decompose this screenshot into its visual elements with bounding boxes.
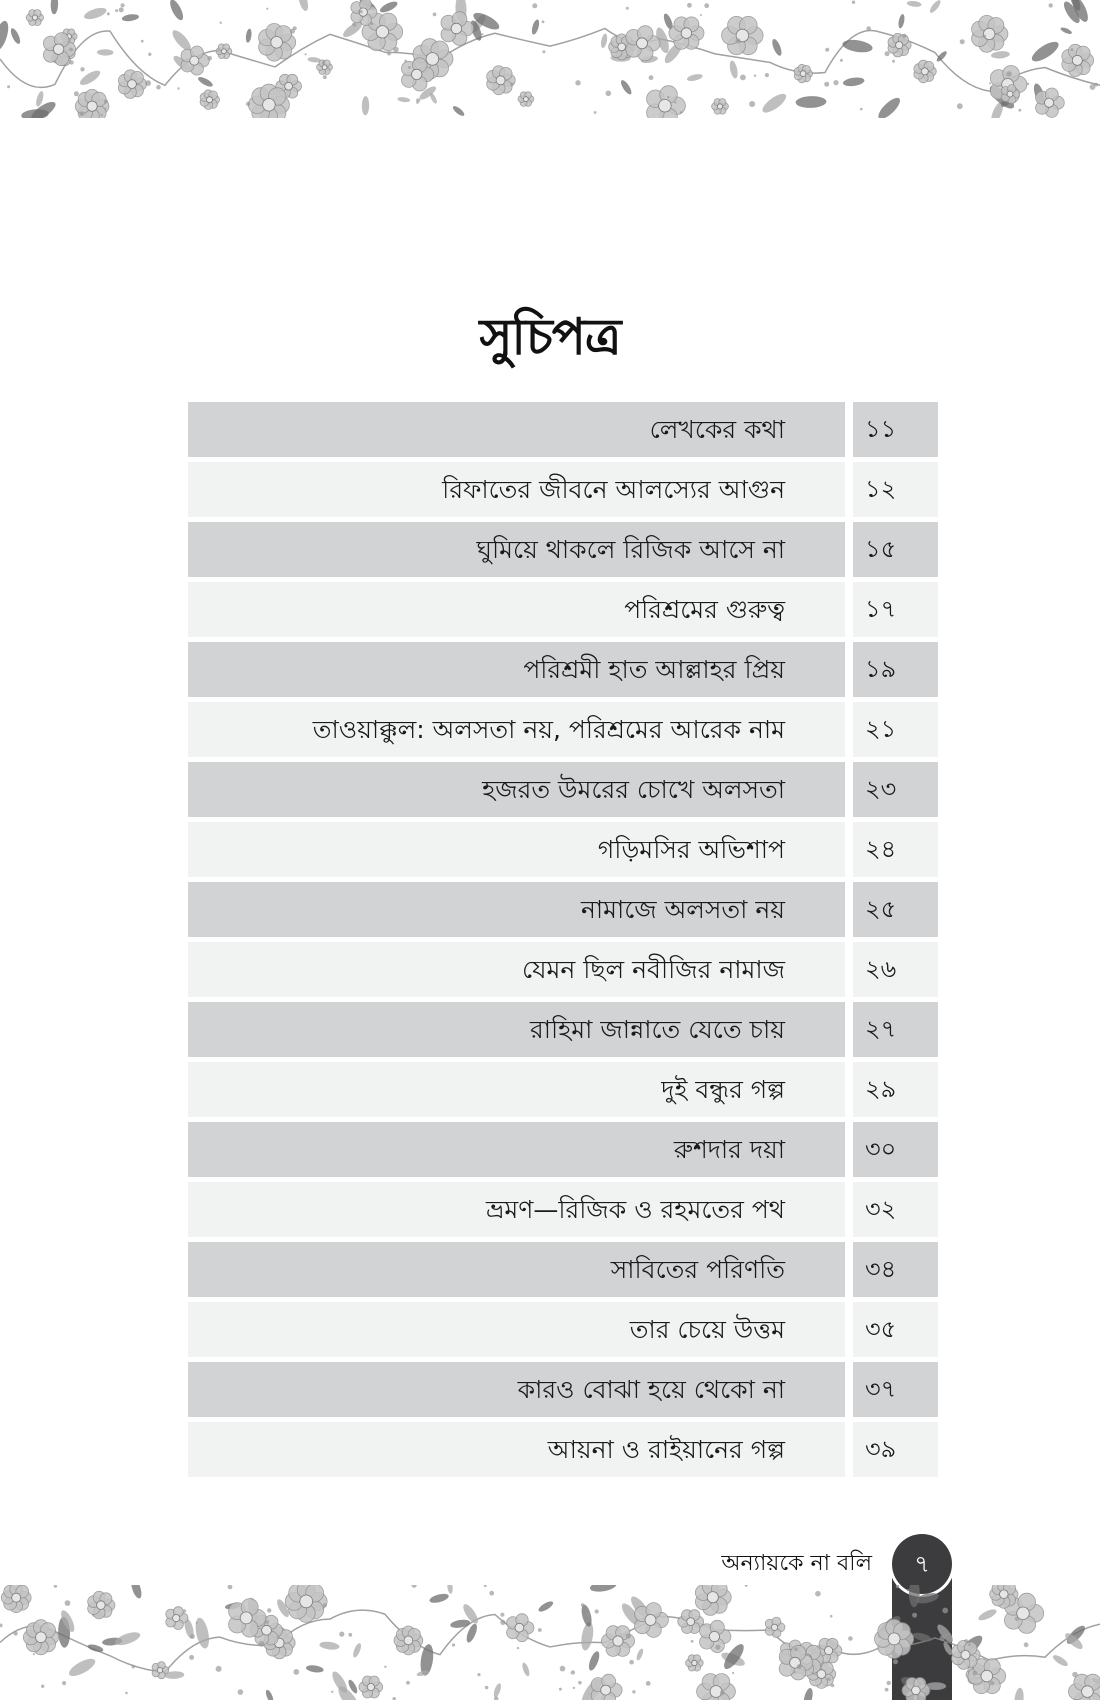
toc-entry-title: হজরত উমরের চোখে অলসতা (188, 762, 845, 817)
toc-row (188, 522, 938, 577)
toc-entry-page: ২৯ (853, 1062, 938, 1117)
toc-entry-title: পরিশ্রমী হাত আল্লাহর প্রিয় (188, 642, 845, 697)
toc-entry-page: ২৩ (853, 762, 938, 817)
toc-entry-title: তাওয়াক্কুল: অলসতা নয়, পরিশ্রমের আরেক নাম (188, 702, 845, 757)
toc-entry-page: ১৭ (853, 582, 938, 637)
toc-entry-title: কারও বোঝা হয়ে থেকো না (188, 1362, 845, 1417)
toc-row (188, 942, 938, 997)
toc-row (188, 582, 938, 637)
toc-entry-page: ৩৯ (853, 1422, 938, 1477)
toc-entry-page: ৩৫ (853, 1302, 938, 1357)
toc-entry-page: ২৪ (853, 822, 938, 877)
toc-entry-title: ভ্রমণ—রিজিক ও রহমতের পথ (188, 1182, 845, 1237)
toc-entry-page: ২৫ (853, 882, 938, 937)
toc-entry-title: তার চেয়ে উত্তম (188, 1302, 845, 1357)
toc-entry-page: ৩৪ (853, 1242, 938, 1297)
toc-row (188, 1422, 938, 1477)
toc-row (188, 1302, 938, 1357)
toc-entry-page: ৩০ (853, 1122, 938, 1177)
toc-entry-title: গড়িমসির অভিশাপ (188, 822, 845, 877)
toc-row (188, 1362, 938, 1417)
toc-entry-page: ২৭ (853, 1002, 938, 1057)
toc-entry-title: পরিশ্রমের গুরুত্ব (188, 582, 845, 637)
top-floral-border (0, 0, 1100, 118)
toc-entry-title: যেমন ছিল নবীজির নামাজ (188, 942, 845, 997)
toc-row (188, 462, 938, 517)
toc-row (188, 762, 938, 817)
toc-entry-page: ২১ (853, 702, 938, 757)
toc-entry-page: ১৫ (853, 522, 938, 577)
footer-book-title: অন্যায়কে না বলি (721, 1551, 872, 1576)
toc-entry-title: রিফাতের জীবনে আলস্যের আগুন (188, 462, 845, 517)
toc-row (188, 642, 938, 697)
page-title: সুচিপত্র (479, 307, 621, 366)
toc-row (188, 1242, 938, 1297)
toc-entry-page: ৩৭ (853, 1362, 938, 1417)
page-number: ৭ (892, 1534, 952, 1594)
toc-entry-title: দুই বন্ধুর গল্প (188, 1062, 845, 1117)
table-of-contents (188, 402, 938, 1482)
toc-row (188, 1122, 938, 1177)
toc-row (188, 1002, 938, 1057)
bottom-floral-border (0, 1585, 1100, 1700)
toc-entry-page: ১২ (853, 462, 938, 517)
toc-row (188, 1062, 938, 1117)
toc-row (188, 822, 938, 877)
toc-row (188, 402, 938, 457)
toc-entry-title: রাহিমা জান্নাতে যেতে চায় (188, 1002, 845, 1057)
toc-row (188, 882, 938, 937)
toc-entry-title: নামাজে অলসতা নয় (188, 882, 845, 937)
toc-row (188, 1182, 938, 1237)
toc-entry-title: সাবিতের পরিণতি (188, 1242, 845, 1297)
toc-entry-page: ১১ (853, 402, 938, 457)
toc-entry-title: ঘুমিয়ে থাকলে রিজিক আসে না (188, 522, 845, 577)
toc-entry-page: ২৬ (853, 942, 938, 997)
toc-row (188, 702, 938, 757)
toc-entry-title: লেখকের কথা (188, 402, 845, 457)
toc-entry-title: রুশদার দয়া (188, 1122, 845, 1177)
toc-entry-page: ৩২ (853, 1182, 938, 1237)
toc-entry-title: আয়না ও রাইয়ানের গল্প (188, 1422, 845, 1477)
toc-entry-page: ১৯ (853, 642, 938, 697)
